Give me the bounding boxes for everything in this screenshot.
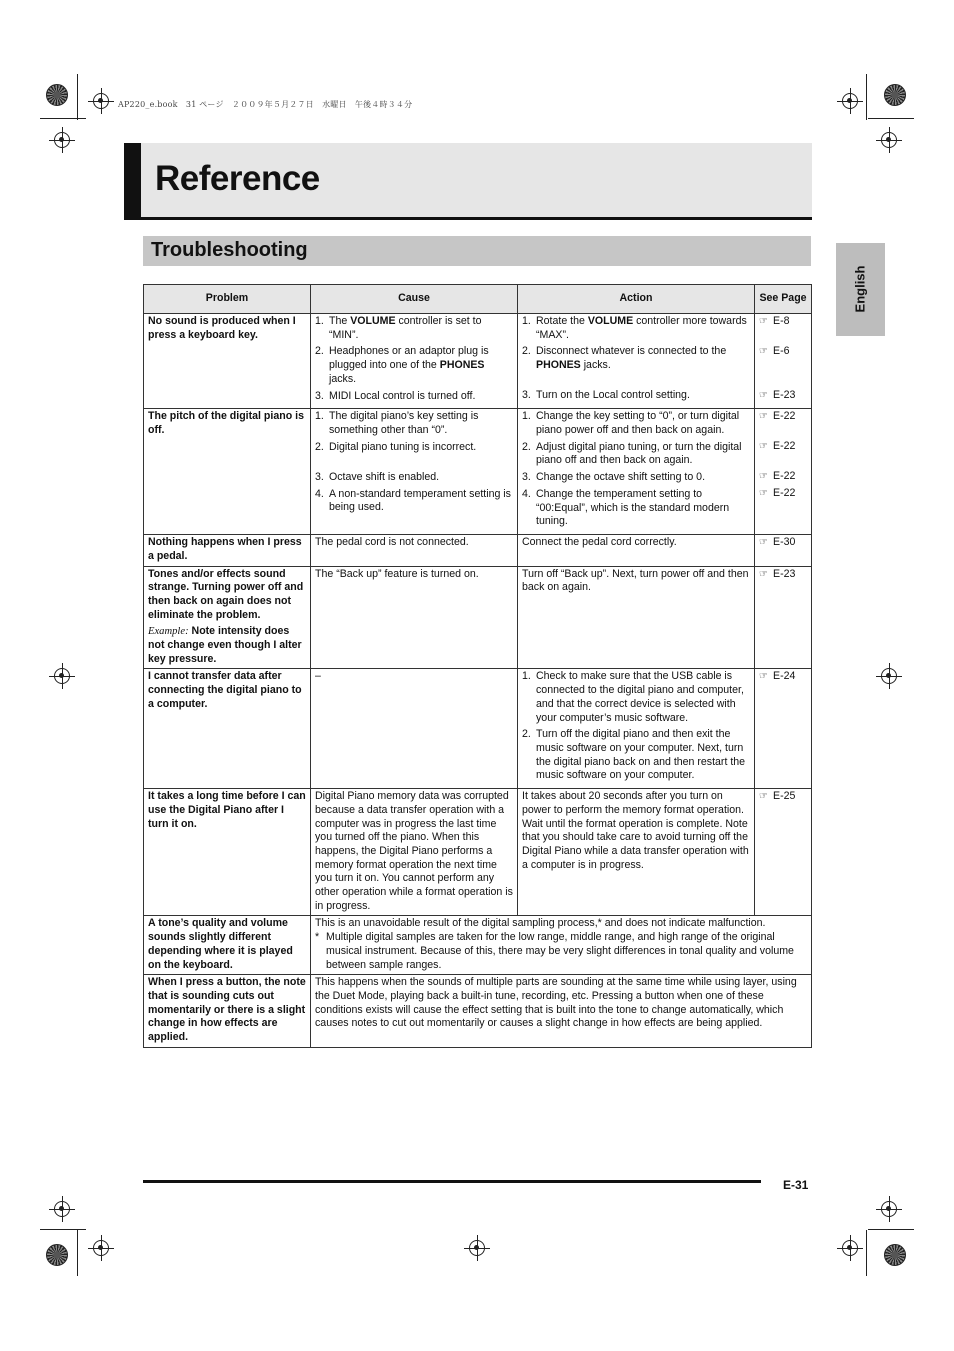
pointing-hand-icon: ☞ <box>759 791 768 803</box>
problem-cell: Nothing happens when I press a pedal. <box>144 535 311 566</box>
cause-item: 4. A non-standard temperament setting is being used. <box>315 487 511 514</box>
crosshair-icon <box>881 132 897 148</box>
problem-cell: A tone’s quality and volume sounds slightly different depending where it is played on the keyboard. <box>144 916 311 975</box>
table-row <box>144 535 812 566</box>
cause-item: 2. Digital piano tuning is incorrect. <box>315 440 477 453</box>
action-item: 1. Check to make sure that the USB cable is connected to the digital piano and computer, and that the correct device is selected with your computer’s music software. <box>522 670 744 724</box>
section-banner <box>143 236 811 266</box>
registration-disc-icon <box>884 1244 906 1266</box>
cause-cell: Digital Piano memory data was corrupted because a data transfer operation with a computer was in progress the last time you turned off the piano. When this happens, the Digital Piano performs a memory format operation the next time you turn it on. You cannot perform any other operation while a format operation is in progress. <box>311 789 518 916</box>
crosshair-icon <box>93 93 109 109</box>
language-tab-label: English <box>852 265 868 313</box>
pointing-hand-icon: ☞ <box>759 537 768 549</box>
explanation-cell: This happens when the sounds of multiple parts are sounding at the same time while using layer, using the Duet Mode, playing back a built-in tune, recording, etc. Pressing a button when one of these conditions exists will cause the effect setting that is built into the tone to change automatically, which causes notes to cut out momentarily or causes a slight change in how effects are being applied. <box>311 975 812 1048</box>
pointing-hand-icon: ☞ <box>759 390 768 401</box>
header-action: Action <box>518 285 755 314</box>
page-number: E-31 <box>783 1178 809 1192</box>
crosshair-icon <box>842 93 858 109</box>
crosshair-icon <box>881 1201 897 1217</box>
language-tab <box>836 243 885 336</box>
example-note: Example: Note intensity does not change even though I alter key pressure. <box>148 625 302 665</box>
table-header-row <box>144 285 812 314</box>
table-row <box>144 916 812 975</box>
page-ref: ☞ E-30 <box>759 536 796 549</box>
registration-disc-icon <box>884 84 906 106</box>
see-page-cell <box>755 669 812 789</box>
action-cell <box>518 314 755 409</box>
page-ref: ☞ E-22 <box>759 440 796 453</box>
crop-line <box>77 74 78 120</box>
problem-cell: When I press a button, the note that is sounding cuts out momentarily or there is a slight change in how effects are applied. <box>144 975 311 1048</box>
pointing-hand-icon: ☞ <box>759 471 768 483</box>
page-title: Reference <box>155 159 320 198</box>
crop-line <box>868 1229 914 1230</box>
explanation-text: This is an unavoidable result of the digital sampling process,* and does not indicate malfunction. <box>315 917 766 930</box>
header-see-page: See Page <box>755 285 812 314</box>
registration-disc-icon <box>46 84 68 106</box>
cause-cell: The “Back up” feature is turned on. <box>311 566 518 669</box>
cause-item: 3. Octave shift is enabled. <box>315 470 440 483</box>
cause-item: 1. The digital piano’s key setting is something other than “0”. <box>315 410 479 436</box>
action-item: 2. Turn off the digital piano and then exit the music software on your computer. Next, turn the digital piano back on and then restart the music software on your computer. <box>522 728 746 782</box>
pointing-hand-icon: ☞ <box>759 568 768 580</box>
action-item: 1. Change the key setting to “0”, or turn digital piano power off and then back on again. <box>522 410 740 436</box>
action-cell <box>518 669 755 789</box>
problem-cell: The pitch of the digital piano is off. <box>144 409 311 535</box>
action-item: 4. Change the temperament setting to “00:Equal”, which is the standard modern tuning. <box>522 488 730 528</box>
pointing-hand-icon: ☞ <box>759 441 768 453</box>
crop-line <box>866 1230 867 1276</box>
table-row <box>144 566 812 669</box>
action-cell: Turn off “Back up”. Next, turn power off and then back on again. <box>518 566 755 669</box>
crosshair-icon <box>54 132 70 148</box>
header-problem: Problem <box>144 285 311 314</box>
pointing-hand-icon: ☞ <box>759 346 768 357</box>
print-info-line: AP220_e.book 31 ページ ２００９年５月２７日 水曜日 午後４時３４分 <box>118 100 413 109</box>
pointing-hand-icon: ☞ <box>759 671 768 683</box>
table-row <box>144 409 812 535</box>
see-page-cell <box>755 314 812 409</box>
table-row <box>144 314 812 409</box>
table-row <box>144 789 812 916</box>
page-ref: ☞ E-22 <box>759 410 796 423</box>
header-cause: Cause <box>311 285 518 314</box>
action-item: 2. Adjust digital piano tuning, or turn the digital piano off and then back on again. <box>522 440 742 467</box>
crosshair-icon <box>469 1240 485 1256</box>
page-ref: ☞ E-22 <box>759 487 796 500</box>
title-accent-bar <box>124 143 141 220</box>
title-banner <box>124 143 812 220</box>
action-cell: It takes about 20 seconds after you turn on power to perform the memory format operation. Wait until the format operation is complete. Note that you should take care to avoid turning off the Digital Piano while a data transfer operation with a computer is in progress. <box>518 789 755 916</box>
crosshair-icon <box>93 1240 109 1256</box>
footnote: * Multiple digital samples are taken for the low range, middle range, and high range of the original musical instrument. Because of this, there may be very slight differences in tonal quality and volume between sample ranges. <box>315 931 794 971</box>
crosshair-icon <box>842 1240 858 1256</box>
see-page-cell <box>755 409 812 535</box>
page-ref: ☞ E-25 <box>759 790 796 803</box>
explanation-cell <box>311 916 812 975</box>
crop-line <box>40 1229 86 1230</box>
action-item: 3. Change the octave shift setting to 0. <box>522 471 706 484</box>
action-item: 2. Disconnect whatever is connected to the PHONES jacks. <box>522 345 727 372</box>
page-ref: ☞ E-23 <box>759 567 796 580</box>
page-ref: ☞ E-24 <box>759 670 796 683</box>
action-item: 3. Turn on the Local control setting. <box>522 389 690 402</box>
crop-line <box>40 118 86 119</box>
cause-cell: – <box>311 669 518 789</box>
problem-cell: It takes a long time before I can use the Digital Piano after I turn it on. <box>144 789 311 916</box>
action-cell: Connect the pedal cord correctly. <box>518 535 755 566</box>
see-page-cell <box>755 535 812 566</box>
pointing-hand-icon: ☞ <box>759 316 768 327</box>
troubleshooting-table <box>143 284 812 1048</box>
crop-line <box>868 118 914 119</box>
problem-cell: I cannot transfer data after connecting the digital piano to a computer. <box>144 669 311 789</box>
crosshair-icon <box>54 1201 70 1217</box>
page-ref: ☞ E-6 <box>759 345 790 357</box>
pointing-hand-icon: ☞ <box>759 411 768 423</box>
cause-cell: The pedal cord is not connected. <box>311 535 518 566</box>
pointing-hand-icon: ☞ <box>759 488 768 500</box>
table-row <box>144 669 812 789</box>
cause-item: 2. Headphones or an adaptor plug is plugged into one of the PHONES jacks. <box>315 345 489 385</box>
crop-line <box>866 74 867 120</box>
cause-cell <box>311 409 518 535</box>
action-item: 1. Rotate the VOLUME controller more towards “MAX”. <box>522 315 747 341</box>
page-ref: ☞ E-22 <box>759 470 796 483</box>
page-ref: ☞ E-23 <box>759 389 796 401</box>
problem-cell: No sound is produced when I press a keyboard key. <box>144 314 311 409</box>
page-ref: ☞ E-8 <box>759 315 790 327</box>
action-cell <box>518 409 755 535</box>
registration-disc-icon <box>46 1244 68 1266</box>
see-page-cell <box>755 566 812 669</box>
problem-cell: Tones and/or effects sound strange. Turning power off and then back on again does not eliminate the problem. Example: Note intensity does not change even though I alter key pressure. <box>144 566 311 669</box>
crosshair-icon <box>54 668 70 684</box>
table-row <box>144 975 812 1048</box>
crosshair-icon <box>881 668 897 684</box>
cause-item: 1. The VOLUME controller is set to “MIN”. <box>315 315 482 341</box>
crop-line <box>77 1230 78 1276</box>
section-title: Troubleshooting <box>151 239 308 261</box>
see-page-cell <box>755 789 812 916</box>
cause-item: 3. MIDI Local control is turned off. <box>315 389 476 402</box>
cause-cell <box>311 314 518 409</box>
footer-rule <box>143 1180 761 1183</box>
